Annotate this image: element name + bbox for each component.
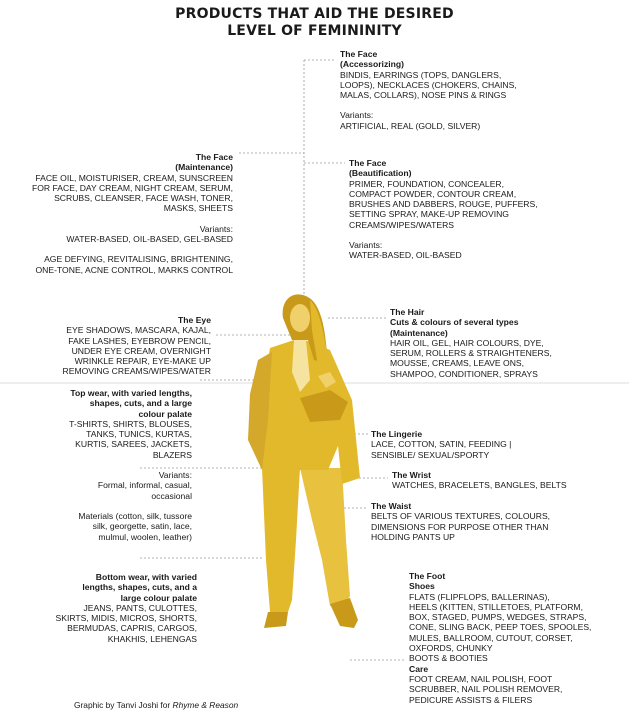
hair-heading-3: (Maintenance) [390, 327, 448, 338]
bottom-wear-heading: lengths, shapes, cuts, and a [82, 582, 197, 593]
face-maintenance-heading-1: The Face [195, 152, 233, 162]
face-beautification-heading-2: (Beautification) [349, 168, 412, 179]
top-wear-materials: mulmul, woolen, leather) [98, 531, 192, 542]
face-accessorizing-heading-2: (Accessorizing) [340, 59, 404, 70]
face-accessorizing-variants-label: Variants: [340, 110, 374, 121]
eye-block [63, 315, 212, 377]
top-wear-line: KURTIS, SAREES, JACKETS, [75, 439, 192, 450]
credit-publication: Rhyme & Reason [172, 700, 239, 710]
lingerie-heading: The Lingerie [371, 429, 423, 439]
foot-line: BOX, STAGED, PUMPS, WEDGES, STRAPS, [409, 612, 587, 623]
top-wear-line: TANKS, TUNICS, KURTAS, [86, 429, 192, 440]
foot-block [409, 571, 591, 705]
credit-prefix: Graphic by Tanvi Joshi for [74, 700, 173, 710]
title-line-2: LEVEL OF FEMININITY [227, 23, 402, 39]
bottom-wear-heading: Bottom wear, with varied [95, 572, 197, 582]
top-wear-variants: Formal, informal, casual, [97, 480, 192, 491]
face-beautification-line: COMPACT POWDER, CONTOUR CREAM, [349, 188, 517, 199]
face-maintenance-heading-2: (Maintenance) [175, 162, 233, 173]
face-maintenance-line: MASKS, SHEETS [163, 203, 233, 214]
face-maintenance-block [32, 152, 233, 275]
top-wear-variants: occasional [151, 490, 192, 501]
face-maintenance-line: FACE OIL, MOISTURISER, CREAM, SUNSCREEN [35, 172, 233, 183]
bottom-wear-line: SKIRTS, MIDIS, MICROS, SHORTS, [55, 613, 197, 624]
foot-care-line: SCRUBBER, NAIL POLISH REMOVER, [409, 684, 563, 695]
face-accessorizing-line: BINDIS, EARRINGS (TOPS, DANGLERS, [340, 69, 502, 80]
top-wear-materials: silk, georgette, satin, lace, [92, 521, 192, 532]
face-beautification-variants: WATER-BASED, OIL-BASED [349, 250, 462, 261]
bottom-wear-line: JEANS, PANTS, CULOTTES, [83, 602, 197, 613]
top-wear-heading: Top wear, with varied lengths, [70, 388, 192, 398]
top-wear-variants: Variants: [158, 470, 192, 481]
hair-heading-1: The Hair [390, 307, 425, 317]
wrist-block [392, 470, 567, 491]
hair-heading-2: Cuts & colours of several types [390, 317, 519, 328]
foot-line: CONE, SLING BACK, PEEP TOES, SPOOLES, [409, 622, 592, 633]
foot-care-line: FOOT CREAM, NAIL POLISH, FOOT [409, 673, 553, 684]
face-beautification-block [349, 158, 538, 261]
top-wear-block [69, 388, 192, 542]
wrist-heading: The Wrist [392, 470, 431, 480]
hair-line: MOUSSE, CREAMS, LEAVE ONS, [390, 358, 525, 369]
face-beautification-line: CREAMS/WIPES/WATERS [349, 219, 455, 230]
waist-line: HOLDING PANTS UP [371, 531, 455, 542]
face-accessorizing-heading-1: The Face [340, 49, 378, 59]
foot-line: OXFORDS, CHUNKY [409, 643, 493, 654]
face-maintenance-extra: AGE DEFYING, REVITALISING, BRIGHTENING, [44, 254, 233, 265]
bottom-wear-heading: large colour palate [120, 592, 197, 603]
top-wear-heading: shapes, cuts, and a large [89, 398, 192, 409]
lingerie-block [371, 429, 511, 460]
foot-care-heading: Care [409, 663, 429, 674]
wrist-line: WATCHES, BRACELETS, BANGLES, BELTS [392, 480, 567, 491]
face-maintenance-extra: ONE-TONE, ACNE CONTROL, MARKS CONTROL [35, 264, 233, 275]
waist-line: DIMENSIONS FOR PURPOSE OTHER THAN [371, 521, 549, 532]
eye-line: EYE SHADOWS, MASCARA, KAJAL, [66, 325, 211, 336]
bottom-wear-line: KHAKHIS, LEHENGAS [107, 633, 197, 644]
waist-block [371, 501, 550, 542]
face-beautification-heading-1: The Face [349, 158, 387, 168]
foot-line: FLATS (FLIPFLOPS, BALLERINAS), [409, 591, 550, 602]
face-beautification-line: BRUSHES AND DABBERS, ROUGE, PUFFERS, [349, 199, 538, 210]
foot-line: MULES, BALLROOM, CUTOUT, CORSET, [409, 632, 573, 643]
eye-line: FAKE LASHES, EYEBROW PENCIL, [68, 335, 211, 346]
hair-line: SERUM, ROLLERS & STRAIGHTENERS, [390, 348, 552, 359]
foot-heading-1: The Foot [409, 571, 446, 581]
top-wear-line: T-SHIRTS, SHIRTS, BLOUSES, [69, 418, 192, 429]
waist-line: BELTS OF VARIOUS TEXTURES, COLOURS, [371, 511, 551, 522]
foot-line: BOOTS & BOOTIES [409, 653, 488, 664]
face-accessorizing-variants: ARTIFICIAL, REAL (GOLD, SILVER) [340, 120, 481, 131]
eye-line: WRINKLE REPAIR, EYE-MAKE UP [74, 356, 211, 367]
foot-heading-2: Shoes [409, 581, 435, 592]
hair-block [390, 307, 552, 379]
foot-line: HEELS (KITTEN, STILLETOES, PLATFORM, [409, 601, 583, 612]
credit-line [74, 700, 238, 710]
face-beautification-variants-label: Variants: [349, 240, 383, 251]
face-maintenance-line: SCRUBS, CLEANSER, FACE WASH, TONER, [54, 193, 233, 204]
face-maintenance-line: FOR FACE, DAY CREAM, NIGHT CREAM, SERUM, [31, 182, 233, 193]
top-wear-heading: colour palate [138, 408, 192, 419]
title-line-1: PRODUCTS THAT AID THE DESIRED [175, 6, 454, 22]
face-maintenance-variants-label: Variants: [199, 223, 233, 234]
bottom-wear-line: BERMUDAS, CAPRIS, CARGOS, [67, 623, 197, 634]
face-accessorizing-block [340, 49, 517, 131]
top-wear-line: BLAZERS [152, 449, 192, 460]
foot-care-line: PEDICURE ASSISTS & FILERS [409, 694, 533, 705]
face-maintenance-variants: WATER-BASED, OIL-BASED, GEL-BASED [66, 234, 233, 245]
lingerie-line: LACE, COTTON, SATIN, FEEDING | [371, 439, 512, 450]
face-beautification-line: PRIMER, FOUNDATION, CONCEALER, [349, 178, 505, 189]
waist-heading: The Waist [371, 501, 412, 511]
face-beautification-line: SETTING SPRAY, MAKE-UP REMOVING [349, 209, 509, 220]
bottom-wear-block [56, 572, 198, 644]
eye-line: REMOVING CREAMS/WIPES/WATER [62, 366, 211, 377]
eye-line: UNDER EYE CREAM, OVERNIGHT [71, 345, 211, 356]
top-wear-materials: Materials (cotton, silk, tussore [78, 510, 192, 521]
hair-line: SHAMPOO, CONDITIONER, SPRAYS [390, 368, 538, 379]
face-accessorizing-line: LOOPS), NECKLACES (CHOKERS, CHAINS, [340, 79, 517, 90]
face-accessorizing-line: MALAS, COLLARS), NOSE PINS & RINGS [340, 90, 507, 101]
woman-figure [248, 294, 360, 628]
lingerie-line: SENSIBLE/ SEXUAL/SPORTY [371, 449, 490, 460]
hair-line: HAIR OIL, GEL, HAIR COLOURS, DYE, [390, 337, 544, 348]
eye-heading: The Eye [178, 315, 211, 325]
